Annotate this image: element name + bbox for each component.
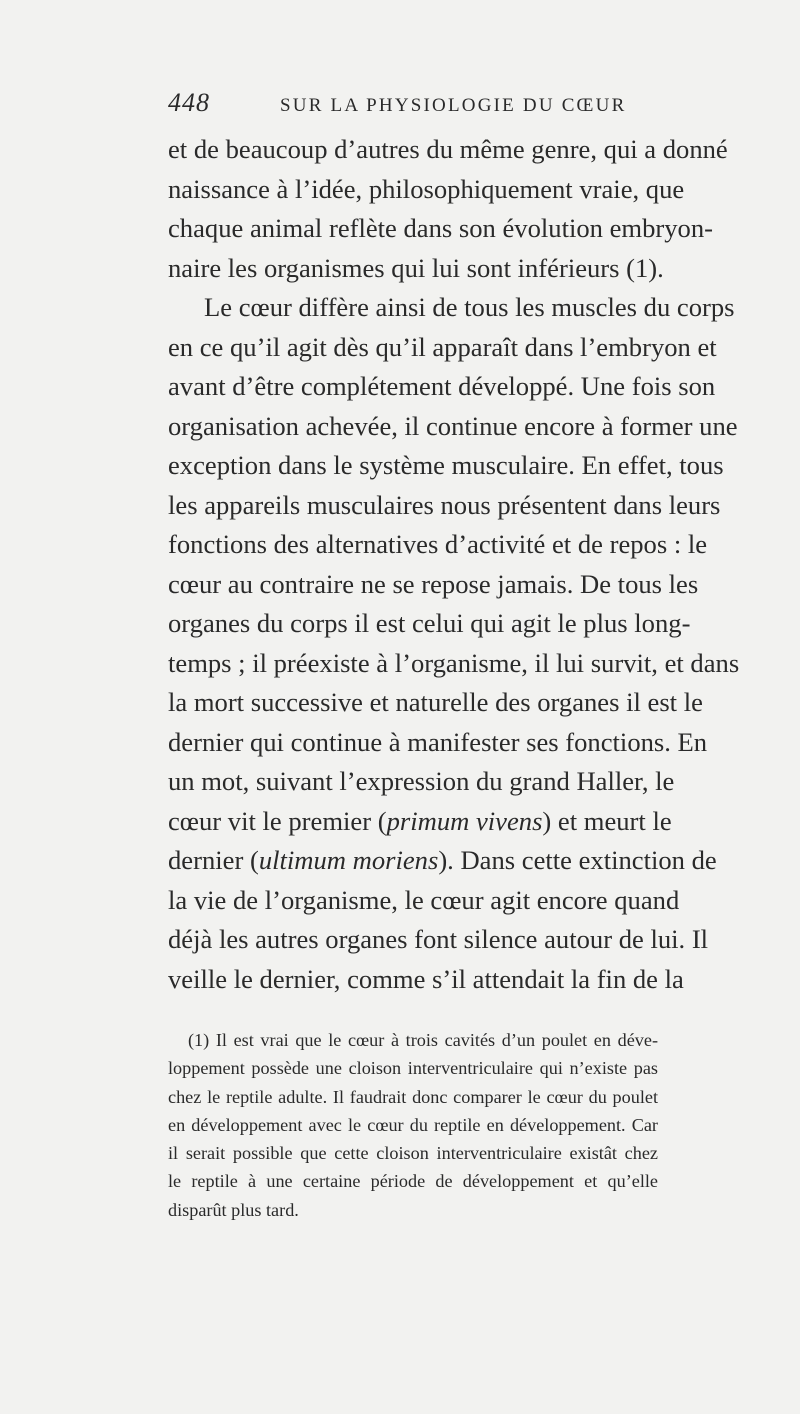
footnote-line: loppement possède une cloison interventriculaire qui n’existe pas [168, 1058, 658, 1079]
body-line: naissance à l’idée, philosophiquement vraie, que [168, 173, 685, 204]
body-line: organes du corps il est celui qui agit le plus long- [168, 608, 691, 638]
body-line: chaque animal reflète dans son évolution embryon- [168, 213, 713, 243]
footnote [168, 1026, 658, 1224]
body-line: organisation achevée, il continue encore à former une [168, 410, 738, 441]
body-line: avant d’être complétement développé. Une fois son [168, 371, 716, 401]
body-line: Le cœur diffère ainsi de tous les muscles du corps [204, 292, 735, 322]
body-line: dernier qui continue à manifester ses fonctions. En [168, 726, 708, 757]
body-line: un mot, suivant l’expression du grand Haller, le [168, 766, 675, 796]
footnote-line: le reptile à une certaine période de développement et qu’elle [168, 1171, 658, 1192]
body-line: cœur vit le premier (primum vivens) et meurt le [168, 805, 672, 836]
footnote-line: en développement avec le cœur du reptile en développement. Car [168, 1114, 658, 1135]
page-header [168, 88, 658, 118]
latin-phrase: primum vivens [386, 805, 543, 836]
body-line: en ce qu’il agit dès qu’il apparaît dans l’embryon et [168, 331, 717, 362]
body-line: temps ; il préexiste à l’organisme, il lui survit, et dans [168, 647, 740, 678]
body-line: cœur au contraire ne se repose jamais. De tous les [168, 568, 699, 599]
body-line: la vie de l’organisme, le cœur agit encore quand [168, 884, 680, 915]
body-line: exception dans le système musculaire. En effet, tous [168, 450, 724, 480]
body-line: déjà les autres organes font silence autour de lui. Il [168, 924, 709, 954]
body-text [168, 130, 740, 999]
body-line: naire les organismes qui lui sont inférieurs (1). [168, 252, 664, 283]
page-number: 448 [168, 88, 210, 117]
body-line: la mort successive et naturelle des organes il est le [168, 687, 703, 717]
body-line: dernier (ultimum moriens). Dans cette extinction de [168, 845, 717, 875]
body-line: les appareils musculaires nous présentent dans leurs [168, 489, 721, 520]
body-line: veille le dernier, comme s’il attendait la fin de la [168, 963, 684, 994]
running-title: SUR LA PHYSIOLOGIE DU CŒUR [280, 95, 627, 116]
body-line: et de beaucoup d’autres du même genre, qui a donné [168, 134, 728, 164]
footnote-line: il serait possible que cette cloison interventriculaire existât chez [168, 1143, 658, 1164]
footnote-line: (1) Il est vrai que le cœur à trois cavités d’un poulet en déve- [188, 1030, 658, 1050]
footnote-line: chez le reptile adulte. Il faudrait donc comparer le cœur du poulet [168, 1086, 658, 1107]
footnote-line: disparût plus tard. [168, 1199, 299, 1220]
latin-phrase: ultimum moriens [258, 845, 439, 875]
body-line: fonctions des alternatives d’activité et de repos : le [168, 529, 708, 559]
